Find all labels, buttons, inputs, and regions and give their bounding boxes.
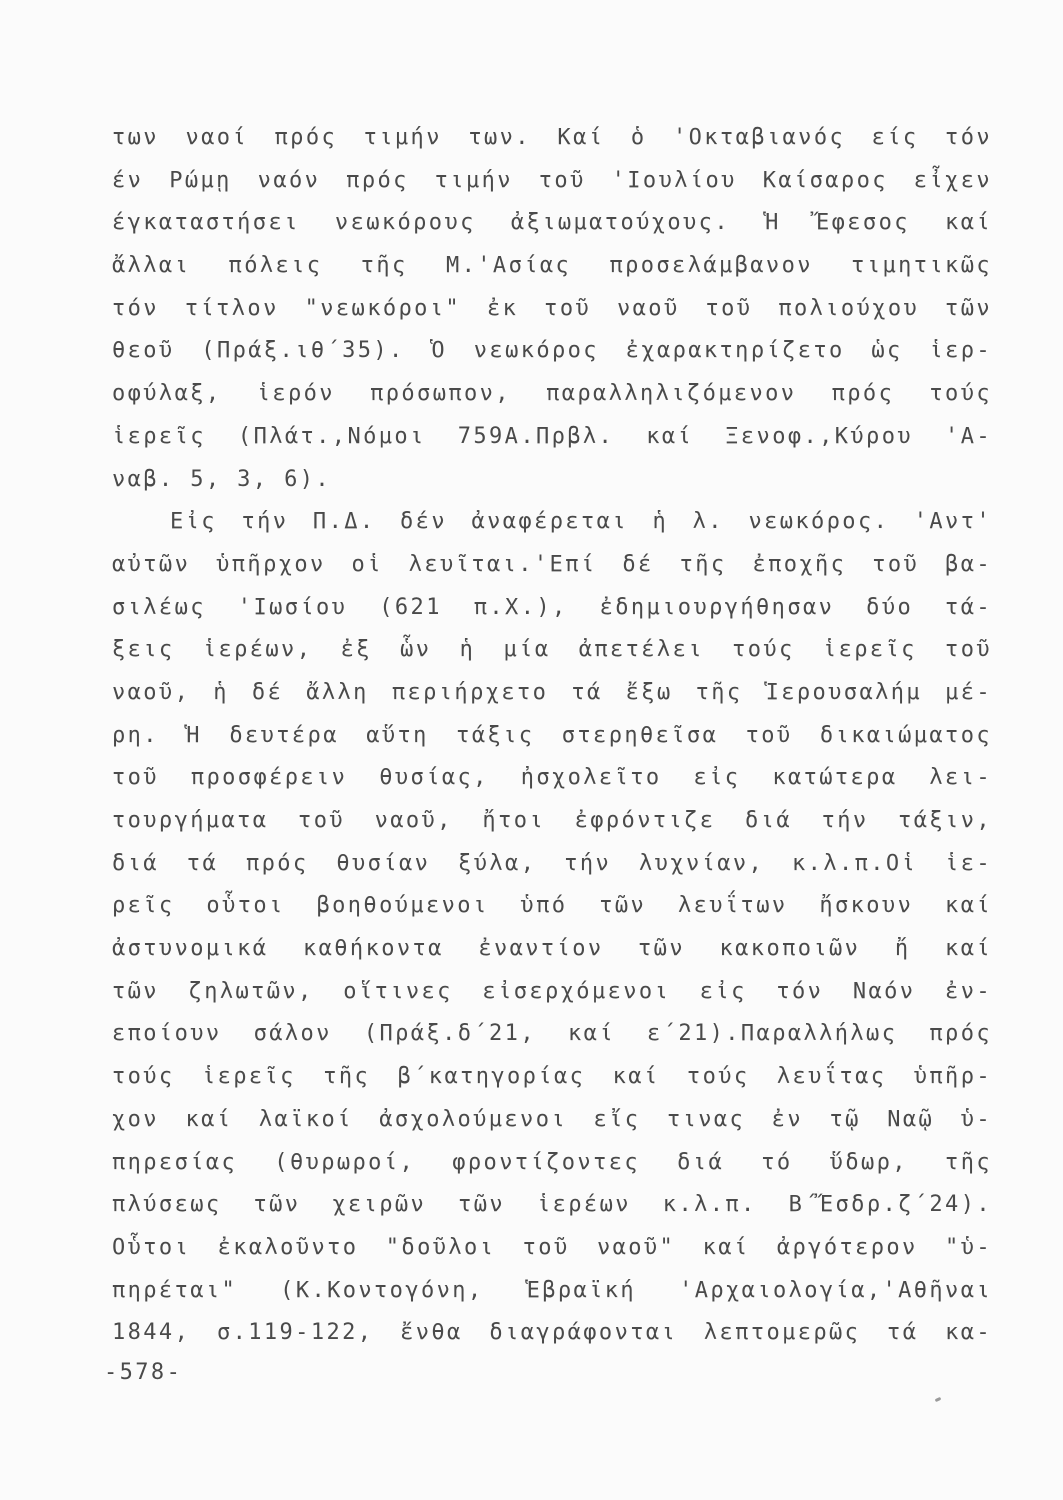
text-line: εποίουν σάλον (Πράξ.δ΄21, καί ε΄21).Παραλλήλως πρός — [112, 1021, 992, 1047]
text-line: ναοῦ, ἡ δέ ἄλλη περιήρχετο τά ἔξω τῆς Ἱερουσαλήμ μέ- — [112, 679, 992, 705]
text-line: των ναοί πρός τιμήν των. Καί ὁ 'Οκταβιανός είς τόν — [112, 125, 992, 150]
text-line: διά τά πρός θυσίαν ξύλα, τήν λυχνίαν, κ.λ.π.Οἱ ἱε- — [112, 850, 992, 876]
text-line: τουργήματα τοῦ ναοῦ, ἤτοι ἐφρόντιζε διά τήν τάξιν, — [112, 808, 992, 833]
text-line: τῶν ζηλωτῶν, οἵτινες εἰσερχόμενοι εἰς τόν Ναόν ἐν- — [112, 978, 992, 1004]
text-line: ἀστυνομικά καθήκοντα ἐναντίον τῶν κακοποιῶν ἤ καί — [112, 936, 992, 962]
text-line: ξεις ἱερέων, ἐξ ὧν ἡ μία ἀπετέλει τούς ἱερεῖς τοῦ — [112, 637, 992, 663]
text-line: ρεῖς οὗτοι βοηθούμενοι ὑπό τῶν λευΐτων ἤσκουν καί — [112, 893, 992, 919]
text-line: 1844, σ.119-122, ἔνθα διαγράφονται λεπτομερῶς τά κα- — [112, 1320, 992, 1346]
text-line: οφύλαξ, ἱερόν πρόσωπον, παραλληλιζόμενον πρός τούς — [112, 381, 992, 407]
text-line: ἄλλαι πόλεις τῆς Μ.'Ασίας προσελάμβανον τιμητικῶς — [112, 253, 992, 279]
scan-speck — [935, 1397, 942, 1402]
text-line: ἱερεῖς (Πλάτ.,Νόμοι 759Α.Πρβλ. καί Ξενοφ.,Κύρου 'Α- — [112, 423, 992, 449]
text-line: αὐτῶν ὑπῆρχον οἱ λευῖται.'Επί δέ τῆς ἐποχῆς τοῦ βα- — [112, 551, 992, 577]
text-line: ρη. Ἡ δευτέρα αὕτη τάξις στερηθεῖσα τοῦ δικαιώματος — [112, 722, 992, 748]
text-line: πλύσεως τῶν χειρῶν τῶν ἱερέων κ.λ.π. Β΄Ἔσδρ.ζ΄24). — [112, 1192, 992, 1218]
text-line: έν Ρώμῃ ναόν πρός τιμήν τοῦ 'Ιουλίου Καίσαρος εἶχεν — [112, 167, 992, 193]
paragraph-end-line: ναβ. 5, 3, 6). — [112, 466, 332, 492]
paragraph-start-line: Εἰς τήν Π.Δ. δέν ἀναφέρεται ἡ λ. νεωκόρος. 'Αντ' — [170, 509, 992, 535]
text-line: σιλέως 'Ιωσίου (621 π.Χ.), ἐδημιουργήθησαν δύο τά- — [112, 594, 992, 620]
text-line: τόν τίτλον "νεωκόροι" ἐκ τοῦ ναοῦ τοῦ πολιούχου τῶν — [112, 295, 992, 321]
text-line: χον καί λαϊκοί ἀσχολούμενοι εἴς τινας ἐν τῷ Ναῷ ὑ- — [112, 1106, 992, 1132]
text-line: πηρέται" (Κ.Κοντογόνη, Ἑβραϊκή 'Αρχαιολογία,'Αθῆναι — [112, 1277, 992, 1303]
text-line: Οὗτοι ἐκαλοῦντο "δοῦλοι τοῦ ναοῦ" καί ἀργότερον "ὑ- — [112, 1234, 992, 1260]
body-text — [112, 117, 992, 1355]
text-line: τούς ἱερεῖς τῆς β΄κατηγορίας καί τούς λευΐτας ὑπῆρ- — [112, 1064, 992, 1090]
text-line: τοῦ προσφέρειν θυσίας, ἠσχολεῖτο εἰς κατώτερα λει- — [112, 765, 992, 791]
text-line: έγκαταστήσει νεωκόρους ἀξιωματούχους. Ἡ Ἔφεσος καί — [112, 210, 992, 236]
text-line: θεοῦ (Πράξ.ιθ΄35). Ὁ νεωκόρος ἐχαρακτηρίζετο ὡς ἱερ- — [112, 338, 992, 364]
text-line: πηρεσίας (θυρωροί, φροντίζοντες διά τό ὕδωρ, τῆς — [112, 1149, 992, 1175]
page-number: -578- — [104, 1360, 183, 1385]
